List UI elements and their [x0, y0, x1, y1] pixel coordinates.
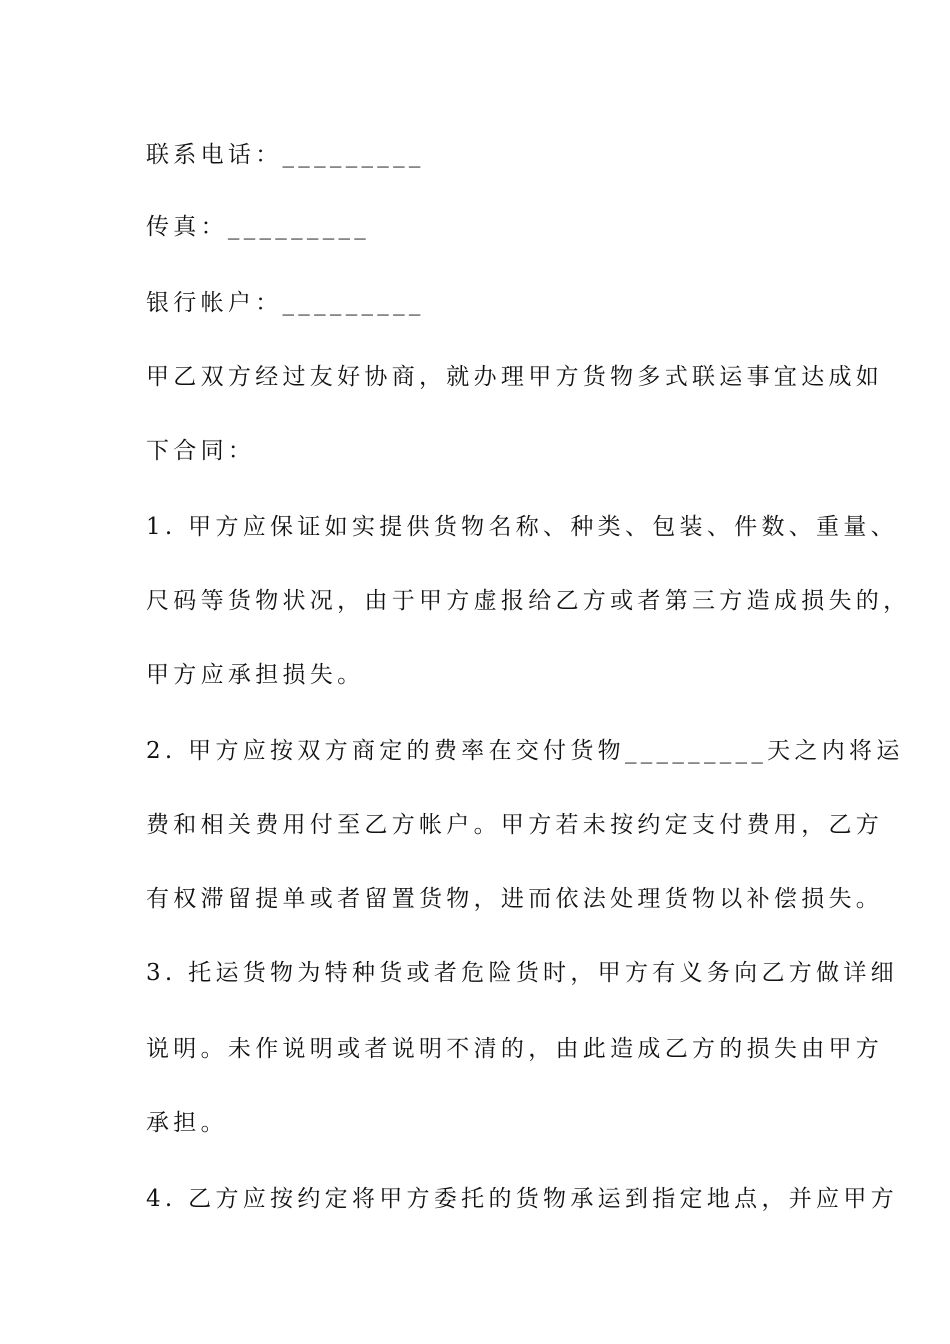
- clause-3-line-3: 承担。: [146, 1110, 228, 1136]
- clause-3-line-2: 说明。未作说明或者说明不清的，由此造成乙方的损失由甲方: [146, 1036, 884, 1062]
- contact-phone-line: 联系电话：_________: [146, 142, 425, 168]
- clause-2-line-3: 有权滞留提单或者留置货物，进而依法处理货物以补偿损失。: [146, 886, 884, 912]
- clause-4-line-1: 4. 乙方应按约定将甲方委托的货物承运到指定地点，并应甲方: [146, 1186, 898, 1212]
- clause-2-line-2: 费和相关费用付至乙方帐户。甲方若未按约定支付费用，乙方: [146, 812, 884, 838]
- clause-1-line-1: 1. 甲方应保证如实提供货物名称、种类、包装、件数、重量、: [146, 514, 898, 540]
- intro-paragraph-line-2: 下合同：: [146, 438, 256, 464]
- bank-account-line: 银行帐户：_________: [146, 290, 425, 316]
- intro-paragraph-line-1: 甲乙双方经过友好协商，就办理甲方货物多式联运事宜达成如: [146, 364, 884, 390]
- clause-2-line-1: 2. 甲方应按双方商定的费率在交付货物_________天之内将运: [146, 738, 904, 764]
- clause-3-line-1: 3. 托运货物为特种货或者危险货时，甲方有义务向乙方做详细: [146, 960, 898, 986]
- clause-1-line-2: 尺码等货物状况，由于甲方虚报给乙方或者第三方造成损失的，: [146, 588, 911, 614]
- clause-1-line-3: 甲方应承担损失。: [146, 662, 365, 688]
- fax-line: 传真：_________: [146, 214, 371, 240]
